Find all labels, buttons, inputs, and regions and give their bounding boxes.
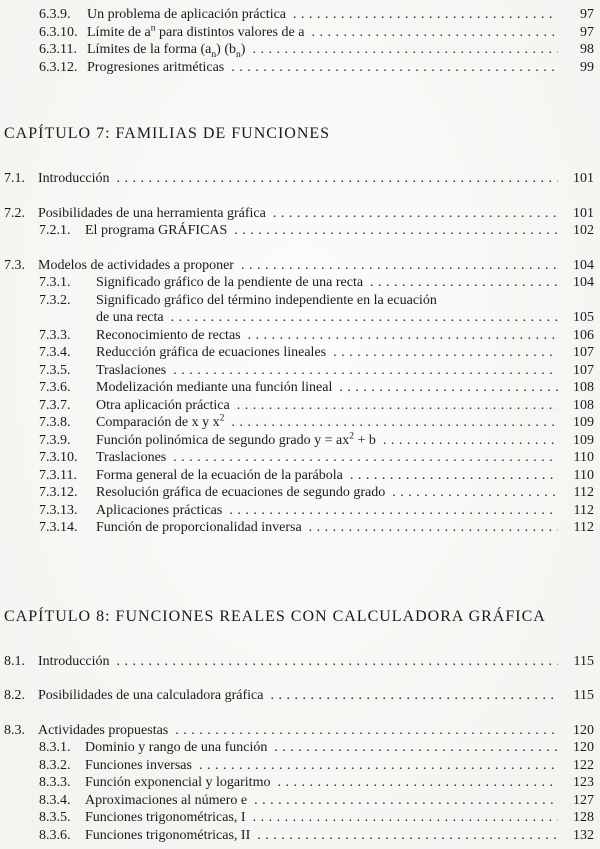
toc-entry-page: 123	[573, 775, 594, 790]
toc-entry-page: 97	[580, 24, 594, 40]
toc-entry-title: Introducción	[38, 171, 110, 186]
toc-entry-title: El programa GRÁFICAS	[85, 223, 228, 238]
toc-entry-page: 120	[573, 740, 594, 755]
toc-entry-number: 8.3.1.	[39, 740, 71, 755]
toc-entry-page: 107	[573, 362, 594, 378]
toc-entry-number: 8.3.	[4, 722, 25, 738]
dot-leader	[254, 792, 558, 810]
toc-entry-page: 104	[573, 257, 594, 273]
toc-entry-number: 8.3.4.	[39, 792, 71, 808]
toc-section	[4, 6, 594, 76]
toc-entry	[4, 774, 594, 792]
toc-entry-title: Comparación de x y $x^2$	[96, 413, 225, 430]
dot-leader	[339, 379, 558, 397]
dot-leader	[173, 362, 558, 380]
dot-leader	[273, 205, 558, 223]
dot-leader	[229, 502, 558, 520]
toc-entry-page: 109	[573, 432, 594, 448]
toc-entry-number: 7.3.11.	[39, 467, 77, 483]
toc-entry-page: 110	[573, 450, 594, 465]
toc-entry	[4, 687, 594, 705]
toc-entry-page: 99	[580, 59, 594, 75]
chapter-heading: CAPÍTULO 7: FAMILIAS DE FUNCIONES	[4, 125, 331, 142]
toc-entry	[4, 792, 594, 810]
dot-leader	[252, 41, 558, 59]
toc-entry-number: 8.3.6.	[39, 827, 71, 843]
toc-entry-page: 112	[573, 502, 594, 518]
toc-entry-title: Reconocimiento de rectas	[96, 327, 241, 343]
toc-entry-title: Significado gráfico de la pendiente de una recta	[96, 275, 364, 290]
toc-entry	[4, 274, 594, 292]
toc-entry-number: 7.3.9.	[39, 432, 71, 448]
toc-entry-title: Posibilidades de una calculadora gráfica	[38, 688, 264, 703]
toc-entry-title: Funciones trigonométricas, I	[85, 810, 246, 825]
toc-entry	[4, 41, 594, 59]
toc-entry-title: Funciones trigonométricas, II	[85, 827, 251, 843]
toc-entry-title: Posibilidades de una herramienta gráfica	[38, 205, 266, 221]
toc-entry	[4, 722, 594, 740]
toc-entry-title: Reducción gráfica de ecuaciones lineales	[96, 345, 327, 360]
toc-section	[4, 607, 594, 845]
dot-leader	[199, 757, 558, 775]
toc-entry-page: 98	[580, 42, 594, 57]
toc-entry-title: Límites de la forma $(a_n)$ $(b_n)$	[87, 42, 246, 60]
toc-entry-page: 97	[580, 7, 594, 22]
toc-entry-number: 8.3.2.	[39, 757, 71, 773]
toc-entry-page: 101	[573, 171, 594, 186]
toc-entry-title: Funciones inversas	[85, 757, 192, 773]
dot-leader	[274, 739, 558, 757]
toc-entry-number: 7.3.14.	[39, 520, 78, 535]
toc-entry	[4, 827, 594, 845]
dot-leader	[333, 344, 558, 362]
toc-entry-number: 7.3.13.	[39, 502, 78, 518]
toc-entry	[4, 309, 594, 327]
toc-entry-title: Otra aplicación práctica	[96, 397, 230, 413]
dot-leader	[392, 484, 558, 502]
toc-entry-title: Significado gráfico del término independiente en la ecuación	[96, 292, 437, 308]
toc-entry-number: 8.1.	[4, 653, 25, 669]
toc-entry-title: Dominio y rango de una función	[85, 740, 268, 755]
toc-entry-number: 7.3.12.	[39, 485, 78, 500]
toc-entry-title: Introducción	[38, 653, 110, 669]
toc-entry-page: 128	[573, 810, 594, 825]
toc-entry-title: Traslaciones	[96, 362, 167, 378]
toc-entry-number: 6.3.9.	[39, 7, 71, 22]
toc-entry-number: 7.2.1.	[39, 223, 71, 238]
chapter-heading: CAPÍTULO 8: FUNCIONES REALES CON CALCULADORA GRÁFICA	[4, 607, 546, 625]
toc-entry-title: Aproximaciones al número e	[85, 792, 248, 808]
toc-entry	[4, 757, 594, 775]
toc-entry-number: 6.3.11.	[39, 42, 77, 57]
toc-entry-number: 8.3.5.	[39, 810, 71, 825]
toc-entry	[4, 59, 594, 77]
toc-entry-number: 7.3.2.	[39, 292, 71, 308]
toc-entry-title: Modelos de actividades a proponer	[38, 257, 234, 273]
dot-leader	[237, 397, 558, 415]
dot-leader	[231, 59, 558, 77]
toc-entry-page: 112	[573, 485, 594, 500]
toc-entry	[4, 327, 594, 345]
toc-entry	[4, 397, 594, 415]
toc-entry-title: Resolución gráfica de ecuaciones de segundo grado	[96, 485, 386, 500]
toc-entry-page: 101	[573, 205, 594, 221]
toc-entry	[4, 362, 594, 380]
toc-entry-title: Función de proporcionalidad inversa	[96, 520, 302, 535]
toc-entry-page: 109	[573, 415, 594, 430]
toc-entry-number: 6.3.10.	[39, 24, 78, 40]
dot-leader	[370, 274, 558, 292]
dot-leader	[241, 257, 558, 275]
toc-entry	[4, 414, 594, 432]
toc-entry	[4, 467, 594, 485]
dot-leader	[257, 827, 558, 845]
toc-entry-title: Función exponencial y logaritmo	[85, 775, 271, 790]
toc-entry-title: Actividades propuestas	[38, 722, 169, 738]
toc-entry-page: 115	[573, 688, 594, 703]
dot-leader	[270, 687, 558, 705]
toc-entry-number: 7.3.	[4, 257, 25, 273]
toc-entry-title: Límite de $a^n$ para distintos valores de a	[87, 22, 305, 40]
dot-leader	[383, 432, 558, 450]
toc-entry-title: Traslaciones	[96, 450, 167, 465]
toc-entry-number: 6.3.12.	[39, 59, 78, 75]
dot-leader	[253, 809, 558, 827]
toc-entry	[4, 432, 594, 450]
toc-entry-title: Modelización mediante una función lineal	[96, 380, 333, 395]
toc-entry-title: Función polinómica de segundo grado $y = ax^2 + b$	[96, 430, 376, 448]
toc-entry-number: 7.3.5.	[39, 362, 71, 378]
toc-entry-page: 108	[573, 397, 594, 413]
toc-entry-page: 115	[573, 653, 594, 669]
toc-entry-page: 132	[573, 827, 594, 843]
toc-entry-number: 8.2.	[4, 688, 25, 703]
toc-entry-page: 102	[573, 223, 594, 238]
toc-entry-number: 7.3.4.	[39, 345, 71, 360]
toc-entry	[4, 739, 594, 757]
dot-leader	[117, 653, 558, 671]
toc-entry	[4, 484, 594, 502]
dot-leader	[293, 6, 558, 24]
toc-entry	[4, 170, 594, 188]
toc-entry-page: 107	[573, 345, 594, 360]
toc-entry	[4, 222, 594, 240]
dot-leader	[171, 309, 558, 327]
toc-entry	[4, 502, 594, 520]
toc-entry-page: 127	[573, 792, 594, 808]
dot-leader	[350, 467, 558, 485]
toc-entry-number: 7.3.6.	[39, 380, 71, 395]
toc-section	[4, 124, 594, 537]
toc-entry	[4, 344, 594, 362]
dot-leader	[234, 222, 558, 240]
toc-entry-page: 110	[573, 467, 594, 483]
toc-entry-title: de una recta	[96, 310, 164, 325]
toc-entry-number: 7.3.10.	[39, 450, 78, 465]
toc-entry-page: 105	[573, 310, 594, 325]
toc-entry	[4, 653, 594, 671]
toc-entry-title: Aplicaciones prácticas	[96, 502, 223, 518]
toc-entry-number: 7.3.8.	[39, 415, 71, 430]
toc-entry-page: 112	[573, 520, 594, 535]
toc-entry-page: 120	[573, 722, 594, 738]
toc-entry-number: 7.3.1.	[39, 275, 71, 290]
dot-leader	[117, 170, 558, 188]
toc-entry-number: 8.3.3.	[39, 775, 71, 790]
toc-entry-title: Un problema de aplicación práctica	[87, 7, 287, 22]
toc-entry-number: 7.2.	[4, 205, 25, 221]
toc-entry-number: 7.3.3.	[39, 327, 71, 343]
dot-leader	[175, 722, 558, 740]
dot-leader	[248, 327, 558, 345]
dot-leader	[311, 24, 558, 42]
toc-entry	[4, 449, 594, 467]
toc-entry-page: 104	[573, 275, 594, 290]
toc-entry-page: 108	[573, 380, 594, 395]
dot-leader	[277, 774, 558, 792]
toc-entry	[4, 292, 594, 310]
toc-entry-number: 7.3.7.	[39, 397, 71, 413]
toc-entry-number: 7.1.	[4, 171, 25, 186]
toc-entry	[4, 379, 594, 397]
dot-leader	[231, 414, 558, 432]
toc-entry	[4, 24, 594, 42]
toc-entry-title: Progresiones aritméticas	[87, 59, 225, 75]
dot-leader	[309, 519, 558, 537]
toc-entry-page: 122	[573, 757, 594, 773]
toc-entry	[4, 519, 594, 537]
toc-entry	[4, 809, 594, 827]
toc-entry	[4, 205, 594, 223]
toc-entry-page: 106	[573, 327, 594, 343]
toc-entry	[4, 6, 594, 24]
toc-entry-title: Forma general de la ecuación de la parábola	[96, 467, 343, 483]
toc-entry	[4, 257, 594, 275]
dot-leader	[173, 449, 558, 467]
